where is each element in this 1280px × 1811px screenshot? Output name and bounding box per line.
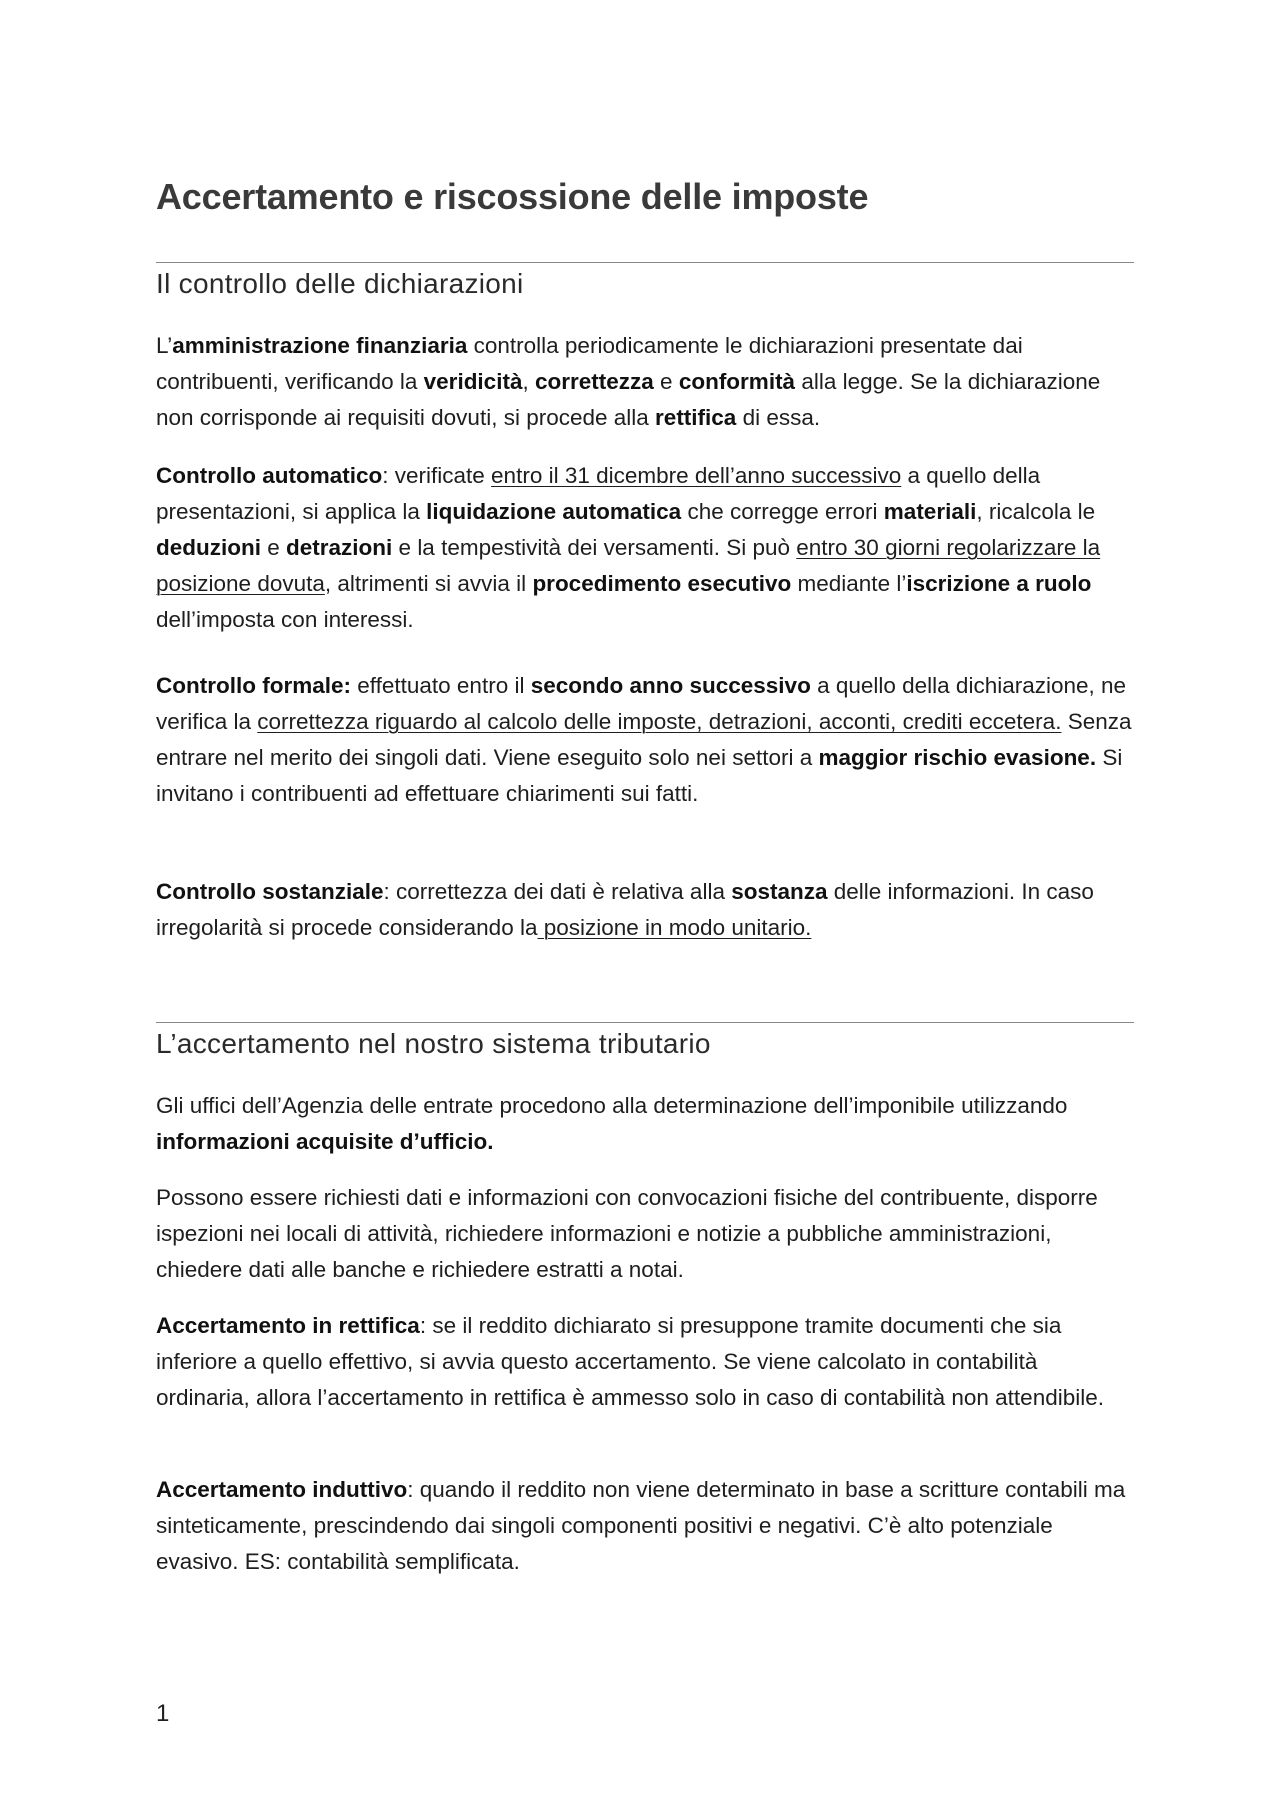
page-title: Accertamento e riscossione delle imposte [156,176,869,217]
page-number: 1 [156,1700,170,1727]
paragraph-accertamento-induttivo: Accertamento induttivo: quando il reddito non viene determinato in base a scritture contabili ma sinteticamente, prescindendo dai singoli componenti positivi e negativi. C’è alto potenziale evasivo. ES: contabilità semplificata. [156,1477,1126,1574]
paragraph-accertamento-rettifica: Accertamento in rettifica: se il reddito dichiarato si presuppone tramite documenti che sia inferiore a quello effettivo, si avvia questo accertamento. Se viene calcolato in contabilità ordinaria, allora l’accertamento in rettifica è ammesso solo in caso di contabilità non attendibile. [156,1313,1104,1410]
section-divider [156,262,1134,263]
section-divider [156,1022,1134,1023]
section-heading-accertamento: L’accertamento nel nostro sistema tributario [156,1028,711,1059]
paragraph-controllo-sostanziale: Controllo sostanziale: correttezza dei dati è relativa alla sostanza delle informazioni. In caso irregolarità si procede considerando la posizione in modo unitario. [156,879,1094,940]
paragraph-amministrazione: L’amministrazione finanziaria controlla periodicamente le dichiarazioni presentate dai contribuenti, verificando la veridicità, correttezza e conformità alla legge. Se la dichiarazione non corrisponde ai requisiti dovuti, si procede alla rettifica di essa. [156,333,1101,430]
paragraph-controllo-formale: Controllo formale: effettuato entro il secondo anno successivo a quello della dichiarazione, ne verifica la correttezza riguardo al calcolo delle imposte, detrazioni, acconti, crediti eccetera. Senza entrare nel merito dei singoli dati. Viene eseguito solo nei settori a maggior rischio evasione. Si invitano i contribuenti ad effettuare chiarimenti sui fatti. [156,673,1132,806]
document-page [156,0,1134,1811]
paragraph-richieste-dati: Possono essere richiesti dati e informazioni con convocazioni fisiche del contribuente, disporre ispezioni nei locali di attività, richiedere informazioni e notizie a pubbliche amministrazioni, chiedere dati alle banche e richiedere estratti a notai. [156,1185,1098,1282]
section-heading-controllo: Il controllo delle dichiarazioni [156,268,524,299]
paragraph-uffici-agenzia: Gli uffici dell’Agenzia delle entrate procedono alla determinazione dell’imponibile utilizzando informazioni acquisite d’ufficio. [156,1093,1068,1154]
paragraph-controllo-automatico: Controllo automatico: verificate entro il 31 dicembre dell’anno successivo a quello della presentazioni, si applica la liquidazione automatica che corregge errori materiali, ricalcola le deduzioni e detrazioni e la tempestività dei versamenti. Si può entro 30 giorni regolarizzare la posizione dovuta, altrimenti si avvia il procedimento esecutivo mediante l’iscrizione a ruolo dell’imposta con interessi. [156,463,1101,632]
